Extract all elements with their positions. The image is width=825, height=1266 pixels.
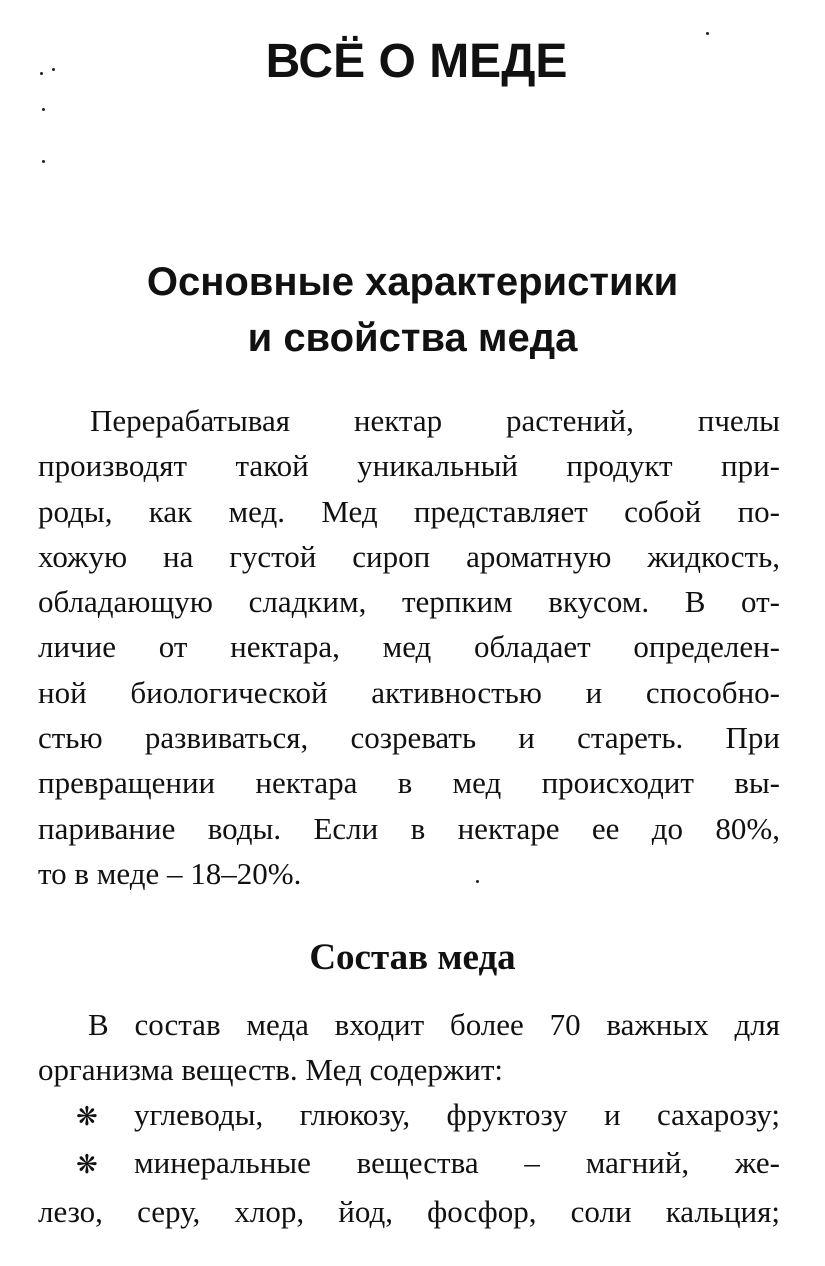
text-line: организма веществ. Мед содержит:: [38, 1052, 504, 1088]
list-item: [38, 1092, 780, 1140]
text-line: В состав меда входит более 70 важных для: [88, 1007, 780, 1042]
scan-speck: [42, 160, 45, 163]
text-line: обладающую сладким, терпким вкусом. В от-: [38, 584, 780, 620]
section-heading-composition: Состав меда: [309, 937, 516, 978]
text-line: ной биологической активностью и способно-: [38, 674, 780, 710]
composition-bullet-list: [38, 1092, 780, 1234]
scan-speck: [42, 108, 45, 111]
list-item-continuation: лезо, серу, хлор, йод, фосфор, соли кальция;: [38, 1193, 780, 1229]
text-line: то в меде – 18–20%.: [38, 855, 302, 891]
heading-line: и свойства меда: [247, 316, 578, 360]
list-item-text: минеральные вещества – магний, же-: [134, 1145, 780, 1181]
text-line: хожую на густой сироп ароматную жидкость,: [38, 538, 780, 574]
flower-bullet-icon: ❋: [76, 1150, 98, 1181]
text-line: стью развиваться, созревать и стареть. При: [38, 720, 780, 756]
flower-bullet-icon: ❋: [76, 1102, 98, 1132]
list-item: [38, 1140, 780, 1188]
text-line: Перерабатывая нектар растений, пчелы: [90, 403, 780, 438]
heading-line: Основные характеристики: [146, 260, 679, 304]
text-line: роды, как мед. Мед представляет собой по-: [38, 493, 780, 529]
text-line: превращении нектара в мед происходит вы-: [38, 765, 780, 801]
text-line: паривание воды. Если в нектаре ее до 80%,: [38, 810, 780, 846]
list-item-text: углеводы, глюкозу, фруктозу и сахарозу;: [134, 1097, 780, 1132]
running-header-title: ВСЁ О МЕДЕ: [265, 35, 568, 88]
section-heading-characteristics: [0, 254, 825, 366]
text-line: производят такой уникальный продукт при-: [38, 448, 780, 484]
paragraph-honey-properties: [38, 398, 780, 896]
text-line: личие от нектара, мед обладает определен-: [38, 629, 780, 665]
paragraph-composition-intro: [38, 1002, 780, 1093]
